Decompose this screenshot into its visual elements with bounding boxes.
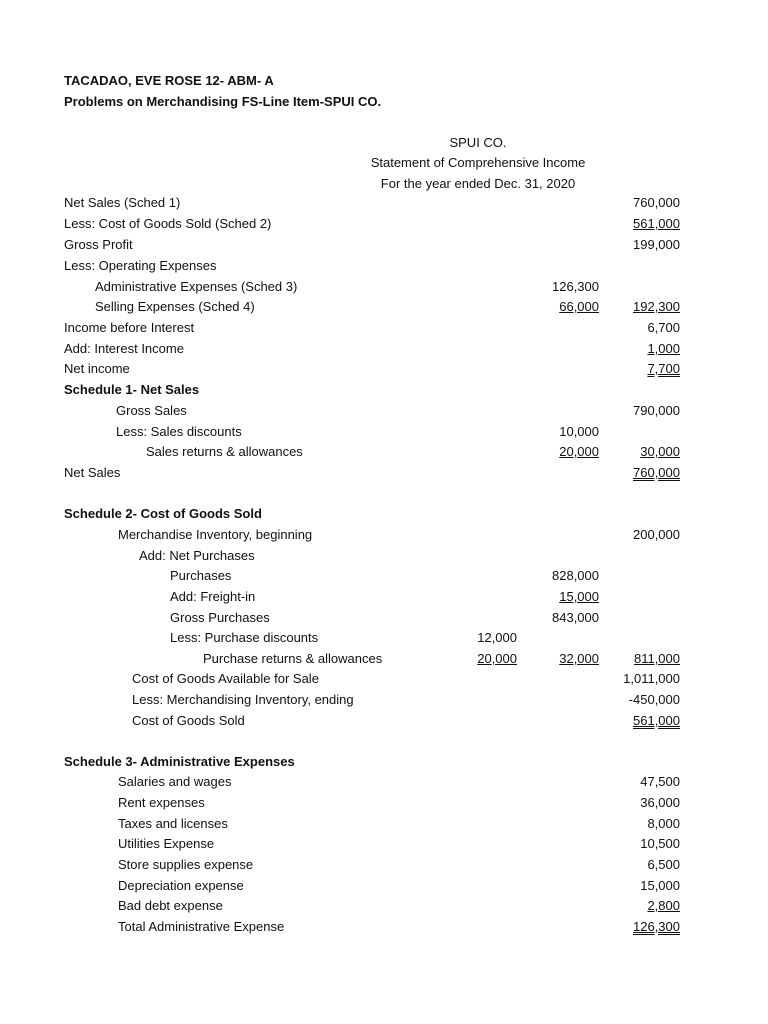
line-label: Store supplies expense: [118, 857, 254, 872]
line-taxes: [0, 814, 768, 834]
line-amount: 6,500: [647, 857, 680, 872]
line-label: Rent expenses: [118, 795, 205, 810]
line-utilities: [0, 834, 768, 854]
line-goods-available: [0, 669, 768, 689]
line-label: Less: Sales discounts: [116, 424, 242, 439]
statement-period: For the year ended Dec. 31, 2020: [380, 176, 576, 191]
line-label: Net Sales: [64, 465, 121, 480]
line-amount: 200,000: [633, 527, 680, 542]
line-label: Net Sales (Sched 1): [64, 195, 181, 210]
line-amount: 1,011,000: [623, 671, 680, 686]
line-amount: 66,000: [559, 299, 599, 314]
line-label: Administrative Expenses (Sched 3): [95, 279, 298, 294]
line-amount: -450,000: [628, 692, 680, 707]
line-amount: 15,000: [640, 878, 680, 893]
line-amount: 199,000: [633, 237, 680, 252]
line-cogs: [0, 214, 768, 234]
line-label: Depreciation expense: [118, 878, 244, 893]
line-label: Bad debt expense: [118, 898, 223, 913]
line-amount: 843,000: [552, 610, 599, 625]
line-label: Merchandise Inventory, beginning: [118, 527, 313, 542]
line-label: Less: Merchandising Inventory, ending: [132, 692, 354, 707]
line-amount: 15,000: [559, 589, 599, 604]
document-subtitle: Problems on Merchandising FS-Line Item-SPUI CO.: [64, 94, 382, 109]
line-amount: 47,500: [640, 774, 680, 789]
line-amount: 760,000: [633, 195, 680, 210]
line-label: Gross Profit: [64, 237, 133, 252]
line-label: Salaries and wages: [118, 774, 232, 789]
line-amount: 2,800: [647, 898, 680, 913]
line-label: Less: Operating Expenses: [64, 258, 217, 273]
line-label: Less: Cost of Goods Sold (Sched 2): [64, 216, 272, 231]
section-heading: Schedule 3- Administrative Expenses: [64, 754, 295, 769]
line-operating-expenses: [0, 256, 768, 276]
line-sales-discounts: [0, 422, 768, 442]
line-label: Add: Net Purchases: [139, 548, 255, 563]
line-total: 30,000: [640, 444, 680, 459]
section-heading: Schedule 1- Net Sales: [64, 382, 200, 397]
line-amount: 1,000: [647, 341, 680, 356]
line-amount: 6,700: [647, 320, 680, 335]
line-rent: [0, 793, 768, 813]
line-sched2-cogs: [0, 711, 768, 731]
line-interest-income: [0, 339, 768, 359]
line-amount: 561,000: [633, 713, 680, 728]
line-amount: 10,500: [640, 836, 680, 851]
line-label: Less: Purchase discounts: [170, 630, 319, 645]
line-admin-expenses: [0, 277, 768, 297]
line-label: Total Administrative Expense: [118, 919, 285, 934]
line-total: 811,000: [633, 651, 680, 666]
line-gross-profit: [0, 235, 768, 255]
author-line: TACADAO, EVE ROSE 12- ABM- A: [64, 73, 274, 88]
line-store-supplies: [0, 855, 768, 875]
line-purchase-discounts: [0, 628, 768, 648]
schedule-2-title: [0, 504, 768, 524]
line-total-admin: [0, 917, 768, 937]
line-label: Add: Freight-in: [170, 589, 256, 604]
line-salaries: [0, 772, 768, 792]
line-net-income: [0, 359, 768, 379]
line-label: Add: Interest Income: [64, 341, 184, 356]
line-subtotal: 32,000: [559, 651, 599, 666]
line-amount: 126,300: [552, 279, 599, 294]
line-bad-debt: [0, 896, 768, 916]
line-label: Cost of Goods Available for Sale: [132, 671, 319, 686]
schedule-1-title: [0, 380, 768, 400]
line-amount: 760,000: [633, 465, 680, 480]
line-amount: 20,000: [477, 651, 517, 666]
line-label: Purchases: [170, 568, 232, 583]
line-label: Gross Purchases: [170, 610, 270, 625]
line-label: Selling Expenses (Sched 4): [95, 299, 255, 314]
line-amount: 36,000: [640, 795, 680, 810]
statement-title: Statement of Comprehensive Income: [370, 155, 586, 170]
line-gross-purchases: [0, 608, 768, 628]
line-amount: 828,000: [552, 568, 599, 583]
line-sales-returns: [0, 442, 768, 462]
line-amount: 8,000: [647, 816, 680, 831]
line-freight-in: [0, 587, 768, 607]
line-label: Cost of Goods Sold: [132, 713, 245, 728]
company-name: SPUI CO.: [449, 135, 507, 150]
section-heading: Schedule 2- Cost of Goods Sold: [64, 506, 262, 521]
line-total: 192,300: [633, 299, 680, 314]
line-inventory-ending: [0, 690, 768, 710]
line-gross-sales: [0, 401, 768, 421]
line-label: Taxes and licenses: [118, 816, 228, 831]
line-sched1-net-sales: [0, 463, 768, 483]
line-amount: 12,000: [477, 630, 517, 645]
line-label: Sales returns & allowances: [146, 444, 303, 459]
line-label: Net income: [64, 361, 130, 376]
line-label: Purchase returns & allowances: [203, 651, 383, 666]
line-income-before-interest: [0, 318, 768, 338]
line-amount: 561,000: [633, 216, 680, 231]
line-net-sales: [0, 193, 768, 213]
line-amount: 126,300: [633, 919, 680, 934]
line-purchase-returns: [0, 649, 768, 669]
line-selling-expenses: [0, 297, 768, 317]
line-amount: 10,000: [559, 424, 599, 439]
line-inventory-beginning: [0, 525, 768, 545]
line-amount: 20,000: [559, 444, 599, 459]
line-label: Income before Interest: [64, 320, 195, 335]
line-label: Utilities Expense: [118, 836, 215, 851]
line-net-purchases: [0, 546, 768, 566]
line-amount: 7,700: [647, 361, 680, 376]
line-amount: 790,000: [633, 403, 680, 418]
line-label: Gross Sales: [116, 403, 187, 418]
line-depreciation: [0, 876, 768, 896]
line-purchases: [0, 566, 768, 586]
schedule-3-title: [0, 752, 768, 772]
